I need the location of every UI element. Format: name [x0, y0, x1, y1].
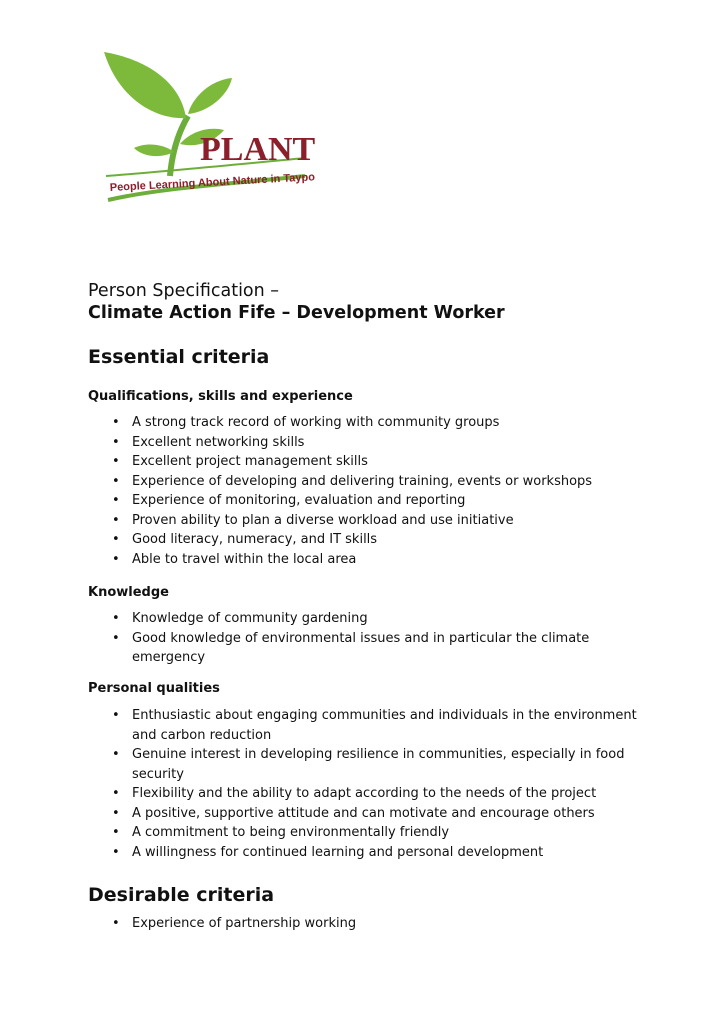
list-item: • Flexibility and the ability to adapt according to the needs of the project [88, 784, 648, 804]
list-item: • Good literacy, numeracy, and IT skills [88, 530, 648, 550]
logo-wordmark: PLANT [200, 131, 315, 168]
desirable-criteria-heading: Desirable criteria [88, 884, 275, 906]
knowledge-heading: Knowledge [88, 585, 169, 600]
personal-qualities-list [88, 706, 648, 862]
qualifications-list [88, 413, 648, 569]
list-item: • Knowledge of community gardening [88, 609, 648, 629]
stem-shape [170, 116, 188, 176]
large-leaf-shape [104, 52, 186, 118]
list-item: • Excellent networking skills [88, 433, 648, 453]
essential-criteria-heading: Essential criteria [88, 346, 270, 368]
list-item: • Experience of partnership working [88, 914, 648, 934]
plant-logo-graphic [100, 48, 315, 208]
list-item: • Excellent project management skills [88, 452, 648, 472]
list-item: • A strong track record of working with community groups [88, 413, 648, 433]
small-leaf-shape [188, 78, 232, 114]
logo-tagline: People Learning About Nature in Tayport [109, 170, 315, 194]
list-item: • Experience of monitoring, evaluation and reporting [88, 491, 648, 511]
knowledge-list [88, 609, 648, 668]
list-item: • Genuine interest in developing resilience in communities, especially in food security [88, 745, 648, 784]
list-item: • Enthusiastic about engaging communities and individuals in the environment and carbon reduction [88, 706, 648, 745]
title-line-1: Person Specification – [88, 281, 280, 301]
lower-left-leaf-shape [134, 145, 174, 157]
list-item: • A commitment to being environmentally friendly [88, 823, 648, 843]
desirable-list [88, 914, 648, 934]
document-title [88, 280, 505, 325]
list-item: • Experience of developing and delivering training, events or workshops [88, 472, 648, 492]
list-item: • A willingness for continued learning and personal development [88, 843, 648, 863]
list-item: • A positive, supportive attitude and can motivate and encourage others [88, 804, 648, 824]
qualifications-heading: Qualifications, skills and experience [88, 389, 353, 404]
list-item: • Able to travel within the local area [88, 550, 648, 570]
personal-qualities-heading: Personal qualities [88, 681, 220, 696]
list-item: • Good knowledge of environmental issues and in particular the climate emergency [88, 629, 648, 668]
title-line-2: Climate Action Fife – Development Worker [88, 303, 505, 323]
plant-logo [100, 48, 315, 208]
list-item: • Proven ability to plan a diverse workload and use initiative [88, 511, 648, 531]
